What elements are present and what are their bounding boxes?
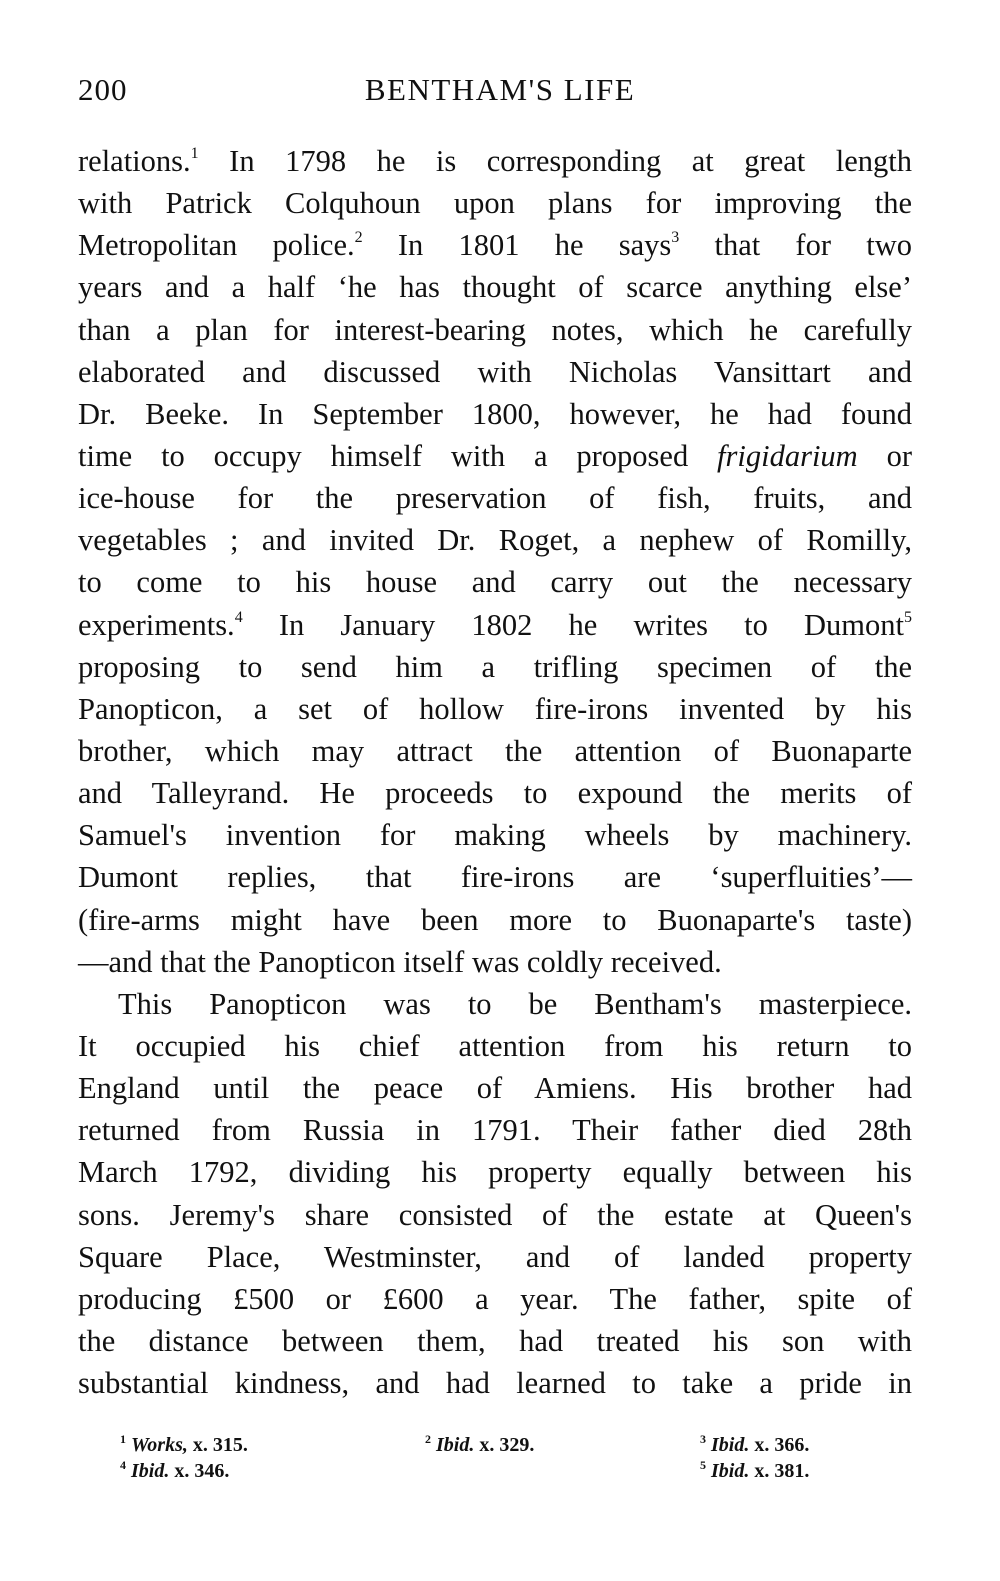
footnote-marker: 5 [904, 608, 912, 626]
text-segment: relations. [78, 144, 191, 178]
footnote-marker: 3 [671, 229, 680, 247]
running-head: BENTHAM'S LIFE [364, 72, 636, 107]
footnote-marker: 2 [354, 229, 363, 247]
text-line [78, 604, 912, 646]
text-segment: producing £500 or £600 a year. The father, spite of [78, 1281, 912, 1316]
footnote-3: $^3$ Ibid. x. 366. [700, 1432, 810, 1456]
footnote-5: $^5$ Ibid. x. 381. [700, 1458, 810, 1482]
text-segment: This Panopticon was to be Bentham's masterpiece. [118, 986, 912, 1021]
footnote-4: $^4$ Ibid. x. 346. [120, 1458, 230, 1482]
text-segment: that for two [679, 228, 912, 263]
text-segment: England until the peace of Amiens. His brother had [78, 1071, 912, 1106]
text-line [78, 266, 912, 308]
text-segment: elaborated and discussed with Nicholas Vansittart and [78, 354, 912, 389]
text-segment: experiments. [78, 607, 235, 642]
text-line [78, 1362, 912, 1404]
text-line [78, 224, 912, 266]
text-line [78, 1025, 912, 1067]
text-segment: Metropolitan police. [78, 228, 355, 263]
text-segment: sons. Jeremy's share consisted of the estate at Queen's [78, 1197, 912, 1232]
text-segment: (fire-arms might have been more to Buonaparte's taste) [78, 902, 912, 937]
text-line [78, 1278, 912, 1320]
footnote-2: $^2$ Ibid. x. 329. [425, 1432, 535, 1456]
text-line [78, 1151, 912, 1193]
text-segment: In 1801 he says [362, 228, 672, 263]
text-segment: Dr. Beeke. In September 1800, however, he had found [78, 396, 912, 431]
text-line [78, 856, 912, 898]
text-segment: with Patrick Colquhoun upon plans for improving the [78, 186, 912, 221]
text-line [78, 1320, 912, 1362]
text-segment: In January 1802 he writes to Dumont [242, 607, 904, 642]
text-segment: In 1798 he is corresponding at great length [198, 144, 912, 178]
text-line [78, 646, 912, 688]
text-line [78, 1109, 912, 1151]
text-line [78, 435, 912, 477]
text-segment: years and a half ‘he has thought of scarce anything else’ [78, 270, 912, 305]
text-line [78, 309, 912, 351]
text-line [78, 1194, 912, 1236]
text-segment: and Talleyrand. He proceeds to expound the merits of [78, 776, 912, 811]
text-segment: time to occupy himself with a proposed [78, 438, 718, 473]
text-segment: returned from Russia in 1791. Their father died 28th [78, 1113, 912, 1148]
text-line [78, 182, 912, 224]
text-segment: Dumont replies, that fire-irons are ‘superfluities’— [78, 860, 912, 895]
page-number: 200 [78, 72, 128, 107]
text-line [78, 730, 912, 772]
text-segment: brother, which may attract the attention of Buonaparte [78, 733, 912, 768]
text-segment: than a plan for interest-bearing notes, which he carefully [78, 312, 912, 347]
text-segment: frigidarium [717, 438, 858, 473]
text-line [78, 140, 912, 182]
text-line [78, 351, 912, 393]
footnote-marker: 4 [234, 608, 243, 626]
text-segment: or [857, 438, 912, 473]
text-line [78, 561, 912, 603]
text-segment: Samuel's invention for making wheels by machinery. [78, 818, 912, 853]
text-segment: —and that the Panopticon itself was coldly received. [78, 944, 722, 979]
text-segment: the distance between them, had treated his son with [78, 1323, 912, 1358]
text-segment: vegetables ; and invited Dr. Roget, a nephew of Romilly, [78, 523, 912, 558]
text-line [78, 477, 912, 519]
text-line [78, 1067, 912, 1109]
text-line [78, 772, 912, 814]
text-segment: to come to his house and carry out the necessary [78, 565, 912, 600]
text-segment: It occupied his chief attention from his return to [78, 1028, 912, 1063]
text-line [78, 688, 912, 730]
text-line [78, 519, 912, 561]
footnote-marker: 1 [190, 145, 199, 162]
text-segment: Panopticon, a set of hollow fire-irons invented by his [78, 691, 912, 726]
text-segment: March 1792, dividing his property equally between his [78, 1155, 912, 1190]
footnote-1: $^1$ Works, x. 315. [120, 1432, 248, 1456]
text-segment: proposing to send him a trifling specimen of the [78, 649, 912, 684]
text-line [78, 814, 912, 856]
text-line [78, 899, 912, 941]
text-line [78, 1236, 912, 1278]
text-line [78, 393, 912, 435]
body-text [78, 140, 912, 1404]
text-segment: substantial kindness, and had learned to take a pride in [78, 1366, 912, 1401]
text-line [78, 941, 912, 983]
text-segment: ice-house for the preservation of fish, fruits, and [78, 481, 912, 516]
text-segment: Square Place, Westminster, and of landed property [78, 1239, 912, 1274]
text-line [78, 983, 912, 1025]
